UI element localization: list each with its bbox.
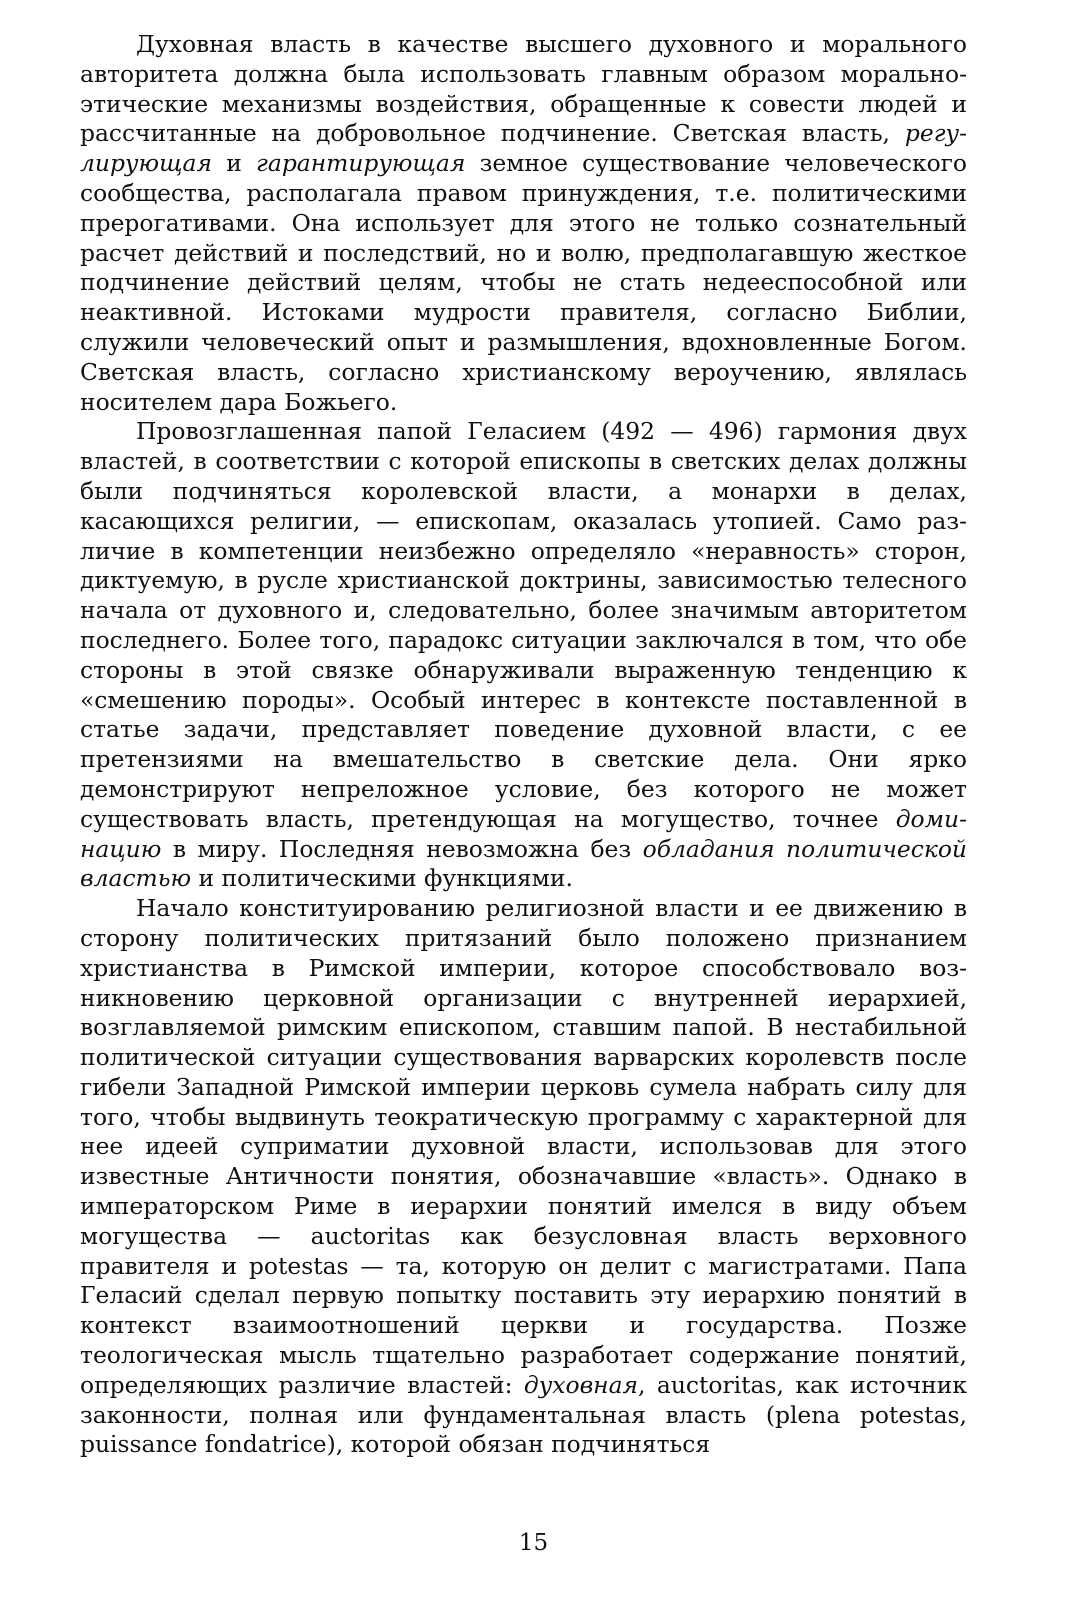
italic-segment: духовная (523, 1370, 639, 1399)
italic-segment: гарантирующая (256, 149, 466, 178)
page-body (80, 30, 967, 1460)
page-number: 15 (518, 1530, 549, 1556)
text-segment: Провозглашенная папой Геласием (492 — 496) гармония двух властей, в соответствии с которой епископы в светских делах должны были подчиняться королевской власти, а монархи в делах, касающихся религии, — епископам, оказалась утопией. Само различие в компетенции неизбежно определяло «неравность» сторон, диктуемую, в русле христианской доктрины, зависимостью телесного начала от духовного и, следовательно, более значимым авторитетом последнего. Более того, парадокс ситуации заключался в том, что обе стороны в этой связке обнаруживали выраженную тенденцию к «смешению породы». Особый интерес в контексте поставленной в статье задачи, представляет поведение духовной власти, с ее претензиями на вмешательство в светские дела. Они ярко демонстрируют непреложное условие, без которого не может существовать власть, претендующая на могущество, точнее (80, 417, 967, 833)
paragraph-2 (80, 417, 967, 894)
italic-segment: регулирующая (80, 119, 967, 178)
text-segment: Духовная власть в качестве высшего духовного и морального авторитета должна была использовать главным образом морально-этические механизмы воздействия, обращенные к совести людей и рассчитанные на добровольное подчинение. Светская власть, (80, 30, 967, 148)
text-segment: в миру. Последняя невозможна без (161, 834, 643, 863)
text-segment: и (211, 149, 257, 178)
text-segment: , auctoritas, как источник законности, полная или фундаментальная власть (plena potestas, puissance fondatrice), которой обязан подчиняться (80, 1370, 967, 1459)
italic-segment: обладания политической властью (80, 834, 967, 893)
text-segment: земное существование человеческого сообщества, располагала правом принуждения, т.е. политическими прерогативами. Она использует для этого не только сознательный расчет действий и последствий, но и волю, предполагавшую жесткое подчинение действий целям, чтобы не стать недееспособной или неактивной. Истоками мудрости правителя, согласно Библии, служили человеческий опыт и размышления, вдохновленные Богом. Светская власть, согласно христианскому вероучению, являлась носителем дара Божьего. (80, 149, 968, 416)
text-segment: Начало конституированию религиозной власти и ее движению в сторону политических притязаний было положено признанием христианства в Римской империи, которое способствовало возникновению церковной организации с внутренней иерархией, возглавляемой римским епископом, ставшим папой. В нестабильной политической ситуации существования варварских королевств после гибели Западной Римской империи церковь сумела набрать силу для того, чтобы выдвинуть теократическую программу с характерной для нее идеей суприматии духовной власти, использовав для этого известные Античности понятия, обозначавшие «власть». Однако в императорском Риме в иерархии понятий имелся в виду объем могущества — auctoritas как безусловная власть верховного правителя и potestas — та, которую он делит с магистратами. Папа Геласий сделал первую попытку поставить эту иерархию понятий в контекст взаимоотношений церкви и государства. Позже теологическая мысль тщательно разработает содержание понятий, определяющих различие властей: (80, 894, 967, 1399)
text-segment: и политическими функциями. (191, 864, 573, 893)
paragraph-3 (80, 894, 967, 1460)
paragraph-1 (80, 30, 967, 417)
italic-segment: доминацию (80, 804, 967, 863)
